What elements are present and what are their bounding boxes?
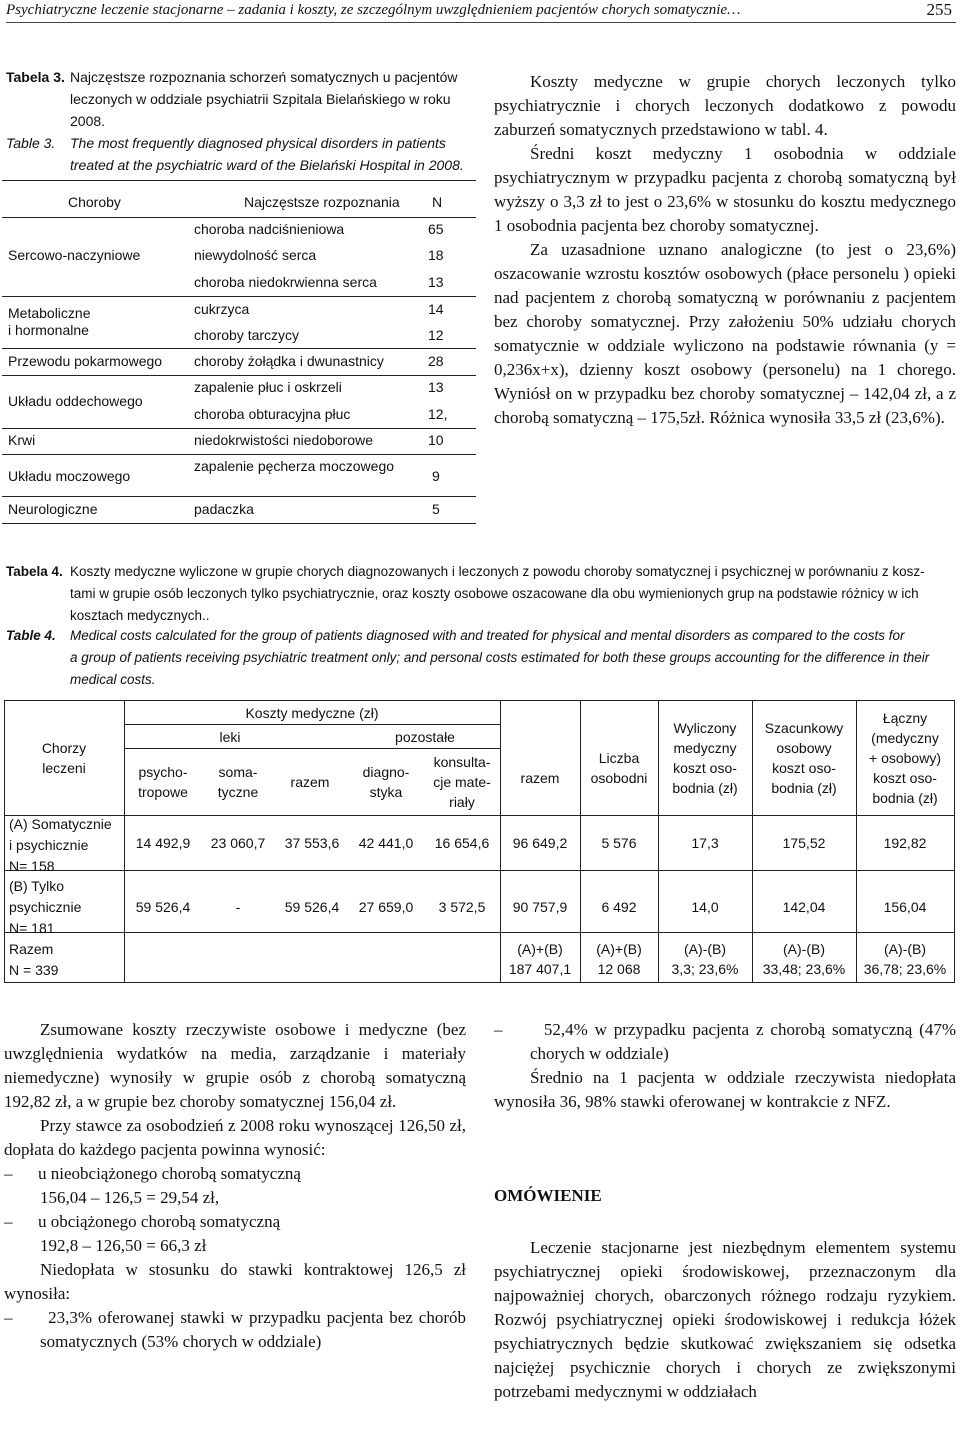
table3-count: 12 xyxy=(428,327,444,343)
bottom-right-text xyxy=(494,1018,956,1114)
table3-caption-pl-line: 2008. xyxy=(70,113,106,129)
table3-group-name: Przewodu pokarmowego xyxy=(8,353,163,369)
table3 xyxy=(0,180,480,525)
table3-group-name: Neurologiczne xyxy=(8,501,98,517)
table4-total-label: Razem N = 339 xyxy=(9,941,59,978)
list-item-sub: 192,8 – 126,50 = 66,3 zł xyxy=(40,1236,207,1255)
table4-total-cell: (A)+(B) 187 407,1 xyxy=(508,941,572,977)
table4-cell: 142,04 xyxy=(782,899,826,915)
table3-diagnosis: choroba obturacyjna płuc xyxy=(194,406,351,422)
table4-cell: 5 576 xyxy=(601,835,637,851)
table4-cell: 59 526,4 xyxy=(135,899,191,915)
list-item: – u obciążonego chorobą somatyczną xyxy=(4,1212,281,1231)
paragraph: Koszty medyczne w grupie chorych leczonych tylko psychiatrycznie i chorych leczonych dodatkowo z powodu zaburzeń somatycznych przedstawiono w tabl. 4. xyxy=(494,72,956,139)
table4-caption-pl-line: kosztach medycznych.. xyxy=(70,608,210,623)
table3-count: 14 xyxy=(428,301,444,317)
section-heading: OMÓWIENIE xyxy=(494,1186,602,1205)
table3-diagnosis: zapalenie pęcherza moczowego xyxy=(194,458,395,474)
table3-group-name: Układu oddechowego xyxy=(8,393,143,409)
table3-label-en: Table 3. xyxy=(6,135,56,151)
table3-count: 13 xyxy=(428,379,444,395)
table4-header-wyliczony: Wyliczony medyczny koszt oso- bodnia (zł) xyxy=(672,720,738,796)
table4-label-en: Table 4. xyxy=(6,628,56,643)
table4-header-somatyczne: soma- tyczne xyxy=(217,764,259,800)
paragraph: Średnio na 1 pacjenta w oddziale rzeczywista niedopłata wynosiła 36, 98% stawki oferowanej w kontrakcie z NFZ. xyxy=(494,1068,956,1111)
table4-cell: 175,52 xyxy=(782,835,826,851)
paragraph: Średni koszt medyczny 1 osobodnia w oddziale psychiatrycznym w przypadku pacjenta z chorobą somatyczną był wyższy o 3,3 zł to jest o 23,6% w stosunku do kosztu medycznego 1 osobodnia pacjenta bez choroby somatycznej. xyxy=(494,144,956,235)
table3-header-n: N xyxy=(432,194,443,210)
table4-header-razem: razem xyxy=(290,774,330,790)
running-title: Psychiatryczne leczenie stacjonarne – zadania i koszty, ze szczególnym uwzględnieniem pacjentów chorych somatycznie… xyxy=(6,2,741,18)
table4-total-cell: (A)-(B) 3,3; 23,6% xyxy=(671,941,739,977)
table3-label-pl: Tabela 3. xyxy=(6,69,65,85)
table4-header-psychotropowe: psycho- tropowe xyxy=(138,764,188,800)
table3-diagnosis: choroby żołądka i dwunastnicy xyxy=(194,353,384,369)
table4-caption-en-line: Medical costs calculated for the group of patients diagnosed with and treated for physical and mental disorders as compared to the costs for xyxy=(70,628,905,643)
table4-header-diagnostyka: diagno- styka xyxy=(362,764,410,800)
table4-cell: 3 572,5 xyxy=(438,899,486,915)
table4-cell: 14,0 xyxy=(691,899,719,915)
table4-caption-en-line: a group of patients receiving psychiatric treatment only; and personal costs estimated for both these groups accounting for the difference in their xyxy=(70,650,930,665)
table4-header-koszty: Koszty medyczne (zł) xyxy=(245,705,379,721)
list-item-sub: 156,04 – 126,5 = 29,54 zł, xyxy=(40,1188,220,1207)
table4 xyxy=(0,700,960,990)
table3-diagnosis: choroba nadciśnieniowa xyxy=(194,221,345,237)
table3-group-name: Krwi xyxy=(8,432,36,448)
paragraph: Niedopłata w stosunku do stawki kontraktowej 126,5 zł wynosiła: xyxy=(4,1260,466,1303)
table4-header-leki: leki xyxy=(219,729,241,745)
list-item: – u nieobciążonego chorobą somatyczną xyxy=(4,1164,301,1183)
table4-cell: 156,04 xyxy=(883,899,927,915)
table4-cell: 59 526,4 xyxy=(284,899,340,915)
paragraph: Przy stawce za osobodzień z 2008 roku wynoszącej 126,50 zł, dopłata do każdego pacjenta powinna wynosić: xyxy=(4,1116,466,1159)
table4-cell: 96 649,2 xyxy=(512,835,568,851)
list-item: – 52,4% w przypadku pacjenta z chorobą somatyczną (47% chorych w oddziale) xyxy=(494,1020,956,1063)
table4-header-chorzy: Chorzy leczeni xyxy=(41,740,87,776)
table3-group-name: Sercowo-naczyniowe xyxy=(8,247,141,263)
table3-count: 9 xyxy=(432,468,440,484)
table3-count: 5 xyxy=(432,501,440,517)
table4-cell: 17,3 xyxy=(691,835,719,851)
table3-count: 12, xyxy=(428,406,448,422)
table3-caption-pl-line: Najczęstsze rozpoznania schorzeń somatycznych u pacjentów xyxy=(70,69,458,85)
table3-diagnosis: cukrzyca xyxy=(194,301,250,317)
running-header xyxy=(6,0,956,23)
table4-caption-pl-line: tami w grupie osób leczonych tylko psychiatrycznie, oraz koszty osobowe oszacowane dla obu wymienionych grup na podstawie różnicy w ich xyxy=(70,586,919,601)
table4-header-szacunkowy: Szacunkowy osobowy koszt oso- bodnia (zł) xyxy=(764,720,844,796)
table4-total-cell: (A)-(B) 33,48; 23,6% xyxy=(762,941,846,977)
table3-diagnosis: choroby tarczycy xyxy=(194,327,300,343)
paragraph: Leczenie stacjonarne jest niezbędnym elementem systemu psychiatrycznej opieki środowiskowej, przeznaczonym dla najpoważniej chorych, obarczonych różnego rodzaju ryzykiem. Rozwój psychiatrycznej opieki środowiskowej i redukcja łóżek psychiatrycznych będzie skutkować zwiększaniem się odsetka najciężej psychicznie chorych i chorych ze zwiększonymi potrzebami medycznymi w oddziałach xyxy=(494,1238,956,1401)
table4-cell: 42 441,0 xyxy=(358,835,414,851)
discussion-text xyxy=(494,1236,956,1404)
table4-label-pl: Tabela 4. xyxy=(6,564,63,579)
table4-cell: 192,82 xyxy=(883,835,927,851)
table4-caption xyxy=(6,561,956,691)
table4-cell: 23 060,7 xyxy=(210,835,266,851)
table4-total-cell: (A)+(B) 12 068 xyxy=(596,941,642,977)
table3-group-name: i hormonalne xyxy=(8,322,89,338)
table3-caption-en-line: treated at the psychiatric ward of the Bielański Hospital in 2008. xyxy=(70,157,464,173)
table3-header-rozpoznania: Najczęstsze rozpoznania xyxy=(244,194,400,210)
table3-diagnosis: niedokrwistości niedoborowe xyxy=(194,432,373,448)
table3-caption-en-line: The most frequently diagnosed physical disorders in patients xyxy=(70,135,446,151)
table3-count: 65 xyxy=(428,221,444,237)
table3-count: 18 xyxy=(428,247,444,263)
table4-total-cell: (A)-(B) 36,78; 23,6% xyxy=(863,941,947,977)
table4-caption-en-line: medical costs. xyxy=(70,672,156,687)
table3-diagnosis: choroba niedokrwienna serca xyxy=(194,274,377,290)
table3-group-name: Układu moczowego xyxy=(8,468,131,484)
table4-row-label: (A) Somatycznie i psychicznie N= 158 xyxy=(9,816,112,874)
table4-cell: 90 757,9 xyxy=(512,899,568,915)
table3-diagnosis: padaczka xyxy=(194,501,254,517)
table4-header-pozostale: pozostałe xyxy=(395,729,455,745)
bottom-left-text xyxy=(4,1018,466,1354)
table4-cell: 16 654,6 xyxy=(434,835,490,851)
table3-header-choroby: Choroby xyxy=(68,194,121,210)
table3-count: 10 xyxy=(428,432,444,448)
table3-caption-pl-line: leczonych w oddziale psychiatrii Szpitala Bielańskiego w roku xyxy=(70,91,451,107)
paragraph: Zsumowane koszty rzeczywiste osobowe i medyczne (bez uwzględnienia wydatków na media, zarządzanie i materiały niemedyczne) wynosiły w grupie osób z chorobą somatyczną 192,82 zł, a w grupie bez choroby somatycznej 156,04 zł. xyxy=(4,1020,466,1111)
table4-caption-pl-line: Koszty medyczne wyliczone w grupie chorych diagnozowanych i leczonych z powodu choroby somatycznej i psychicznej w porównaniu z kosz- xyxy=(70,564,925,579)
table4-cell: 27 659,0 xyxy=(358,899,414,915)
table4-header-liczba: Liczba osobodni xyxy=(590,750,648,786)
table4-row-label: (B) Tylko psychicznie N= 181 xyxy=(9,878,82,936)
table4-cell: - xyxy=(235,899,241,915)
table4-header-konsultacje: konsulta- cje mate- riały xyxy=(433,754,491,810)
right-column-text xyxy=(494,70,956,430)
table4-cell: 6 492 xyxy=(601,899,637,915)
table3-diagnosis: zapalenie płuc i oskrzeli xyxy=(194,379,342,395)
table4-header-razem2: razem xyxy=(520,770,560,786)
table4-cell: 37 553,6 xyxy=(284,835,340,851)
page-number: 255 xyxy=(926,0,952,19)
table4-header-laczny: Łączny (medyczny + osobowy) koszt oso- bodnia (zł) xyxy=(869,710,941,806)
table3-count: 28 xyxy=(428,353,444,369)
table4-cell: 14 492,9 xyxy=(135,835,191,851)
paragraph: Za uzasadnione uznano analogiczne (to jest o 23,6%) oszacowanie wzrostu kosztów osobowych (płace personelu ) opieki nad pacjentem z chorobą somatyczną w porównaniu z pacjentem bez choroby somatycznej. Przy założeniu 50% udziału chorych somatycznie w oddziale wyliczono na podstawie równania (y = 0,236x+x), dzienny koszt osobowy (personelu) na 1 chorego. Wyniósł on w przypadku bez choroby somatycznej – 142,04 zł, a z chorobą somatyczną – 175,5zł. Różnica wynosiła 33,5 zł (23,6%). xyxy=(494,240,956,427)
table3-count: 13 xyxy=(428,274,444,290)
table3-diagnosis: niewydolność serca xyxy=(194,247,317,263)
table3-caption xyxy=(6,66,476,178)
list-item: – 23,3% oferowanej stawki w przypadku pacjenta bez chorób somatycznych (53% chorych w oddziale) xyxy=(4,1308,466,1351)
table3-group-name: Metaboliczne xyxy=(8,305,91,321)
